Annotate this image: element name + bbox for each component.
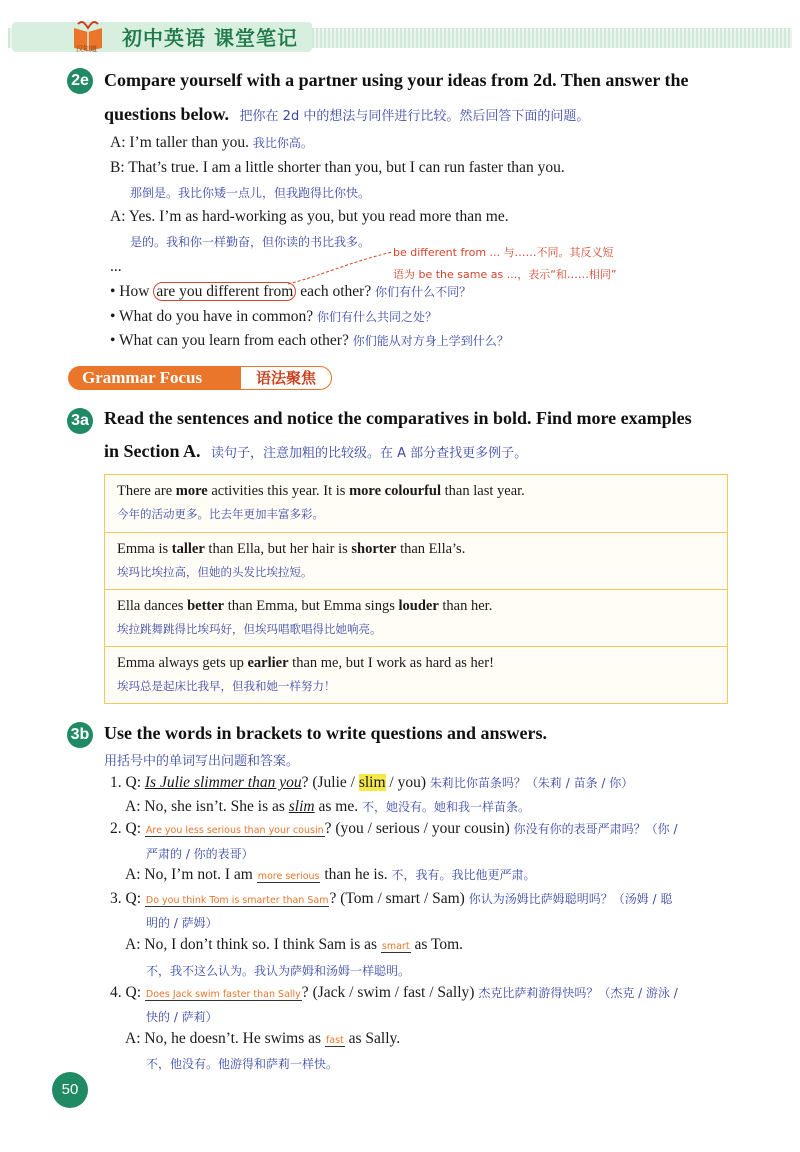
- exercise-2-cn: 你没有你的表哥严肃吗？（你 /: [513, 822, 678, 836]
- brand-label: 汉知道: [76, 45, 97, 53]
- question-1-pre: • How: [110, 283, 150, 300]
- annotation-note-line1: be different from ... 与……不同。其反义短: [393, 246, 614, 259]
- grammar-row-cn: 埃玛总是起床比我早，但我和她一样努力！: [117, 679, 336, 693]
- grammar-table: [104, 474, 728, 704]
- dialogue-ellipsis: ...: [110, 258, 122, 275]
- question-3-en: • What can you learn from each other?: [110, 332, 349, 349]
- exercise-4-cn2: 快的 / 萨莉）: [146, 1010, 218, 1024]
- section-3a-heading-line1: Read the sentences and notice the comparatives in bold. Find more examples: [104, 408, 692, 428]
- exercise-2-answer: A: No, I’m not. I am more serious than he is. 不，我有。我比他更严肃。: [125, 866, 536, 883]
- section-badge-2e: 2e: [67, 68, 93, 94]
- exercise-4-question: 4. Q: Does Jack swim faster than Sally? (Jack / swim / fast / Sally) 杰克比萨莉游得快吗？（杰克 / 游泳 /: [110, 984, 678, 1001]
- section-3b-heading: Use the words in brackets to write questions and answers.: [104, 723, 548, 743]
- page-header: [0, 0, 800, 56]
- question-1: [110, 283, 471, 301]
- grammar-focus-banner: [68, 366, 330, 390]
- dialogue-a2-en: A: Yes. I’m as hard-working as you, but you read more than me.: [110, 208, 509, 225]
- grammar-row: There are more activities this year. It is more colourful than last year. 今年的活动更多。比去年更加丰富多彩。: [105, 475, 727, 532]
- section-2e-heading-line2: [104, 104, 589, 125]
- section-3a-heading-line2: [104, 441, 527, 462]
- question-2: [110, 308, 437, 326]
- question-2-en: • What do you have in common?: [110, 308, 314, 325]
- dialogue-a1-cn: 我比你高。: [252, 136, 313, 150]
- grammar-row-cn: 埃拉跳舞跳得比埃玛好，但埃玛唱歌唱得比她响亮。: [117, 622, 382, 636]
- grammar-row-cn: 埃玛比埃拉高，但她的头发比埃拉短。: [117, 565, 313, 579]
- exercise-3-fill: smart: [381, 941, 410, 952]
- exercise-4-handwritten-question: Does Jack swim faster than Sally: [145, 989, 301, 1000]
- exercise-2-question: 2. Q: Are you less serious than your cousin? (you / serious / your cousin) 你没有你的表哥严肃吗？（你 /: [110, 820, 678, 837]
- dialogue-a2-cn: 是的。我和你一样勤奋，但你读的书比我多。: [130, 235, 371, 249]
- annotation-arrow: [280, 248, 400, 288]
- exercise-3-answer-cn: 不，我不这么认为。我认为萨姆和汤姆一样聪明。: [146, 964, 411, 978]
- exercise-1-fill: slim: [288, 798, 315, 815]
- exercise-3-question: 3. Q: Do you think Tom is smarter than Sam? (Tom / smart / Sam) 你认为汤姆比萨姆聪明吗？（汤姆 / 聪: [110, 890, 673, 907]
- dialogue-b1-en: B: That’s true. I am a little shorter than you, but I can run faster than you.: [110, 159, 565, 176]
- dialogue-a1-en: A: I’m taller than you.: [110, 134, 250, 151]
- exercise-1-question-answer: Is Julie slimmer than you: [144, 774, 302, 791]
- exercise-3-handwritten-question: Do you think Tom is smarter than Sam: [145, 895, 329, 906]
- question-3-cn: 你们能从对方身上学到什么？: [352, 334, 509, 348]
- dialogue-b1-cn: 那倒是。我比你矮一点儿，但我跑得比你快。: [130, 186, 371, 200]
- question-1-cn: 你们有什么不同？: [375, 285, 472, 299]
- section-3a-heading-cn: 读句子，注意加粗的比较级。在 A 部分查找更多例子。: [211, 446, 528, 461]
- exercise-3-cn2: 明的 / 萨姆）: [146, 916, 218, 930]
- page-number: 50: [52, 1072, 88, 1108]
- exercise-3-answer: A: No, I don’t think so. I think Sam is as smart as Tom.: [125, 936, 464, 953]
- exercise-4-cn: 杰克比萨莉游得快吗？（杰克 / 游泳 /: [478, 986, 678, 1000]
- question-2-cn: 你们有什么共同之处？: [317, 310, 438, 324]
- exercise-2-answer-cn: 不，我有。我比他更严肃。: [391, 868, 536, 882]
- exercise-4-answer-cn: 不，他没有。他游得和萨莉一样快。: [146, 1057, 339, 1071]
- exercise-1-answer-cn: 不，她没有。她和我一样苗条。: [361, 800, 530, 814]
- grammar-row: Emma is taller than Ella, but her hair is shorter than Ella’s. 埃玛比埃拉高，但她的头发比埃拉短。: [105, 532, 727, 589]
- question-3: [110, 332, 509, 350]
- grammar-row-cn: 今年的活动更多。比去年更加丰富多彩。: [117, 507, 324, 521]
- exercise-3-cn: 你认为汤姆比萨姆聪明吗？（汤姆 / 聪: [468, 892, 673, 906]
- section-badge-3a: 3a: [67, 408, 93, 434]
- exercise-1-question: 1. Q: Is Julie slimmer than you? (Julie / slim / you) 朱莉比你苗条吗？（朱莉 / 苗条 / 你）: [110, 774, 634, 791]
- exercise-2-handwritten-question: Are you less serious than your cousin: [145, 825, 324, 836]
- exercise-2-fill: more serious: [257, 871, 320, 882]
- exercise-4-fill: fast: [325, 1035, 344, 1046]
- dialogue-a1: [110, 134, 313, 152]
- exercise-2-cn2: 严肃的 / 你的表哥）: [146, 847, 254, 861]
- grammar-focus-cn: 语法聚焦: [240, 366, 332, 390]
- exercise-4-answer: A: No, he doesn’t. He swims as fast as Sally.: [125, 1030, 401, 1047]
- question-1-circled-phrase: are you different from: [153, 282, 296, 301]
- question-1-post: each other?: [300, 283, 372, 300]
- section-2e-heading-en: questions below.: [104, 104, 230, 124]
- section-2e-heading-line1: Compare yourself with a partner using your ideas from 2d. Then answer the: [104, 70, 689, 90]
- section-3b-heading-cn: 用括号中的单词写出问题和答案。: [104, 754, 300, 769]
- highlighted-word: slim: [358, 774, 386, 791]
- header-title: 初中英语 课堂笔记: [122, 26, 298, 50]
- grammar-row: Ella dances better than Emma, but Emma sings louder than her. 埃拉跳舞跳得比埃玛好，但埃玛唱歌唱得比她响亮。: [105, 589, 727, 646]
- section-badge-3b: 3b: [67, 722, 93, 748]
- section-3a-heading-en: in Section A.: [104, 441, 201, 461]
- exercise-1-cn: 朱莉比你苗条吗？（朱莉 / 苗条 / 你）: [429, 776, 634, 790]
- section-2e-heading-cn: 把你在 2d 中的想法与同伴进行比较。然后回答下面的问题。: [239, 109, 590, 124]
- grammar-focus-en: Grammar Focus: [68, 366, 248, 390]
- grammar-row: Emma always gets up earlier than me, but I work as hard as her! 埃玛总是起床比我早，但我和她一样努力！: [105, 646, 727, 703]
- exercise-1-answer: A: No, she isn’t. She is as slim as me. 不，她没有。她和我一样苗条。: [125, 798, 530, 815]
- annotation-note-line2: 语为 be the same as ...，表示“和……相同”: [393, 268, 617, 281]
